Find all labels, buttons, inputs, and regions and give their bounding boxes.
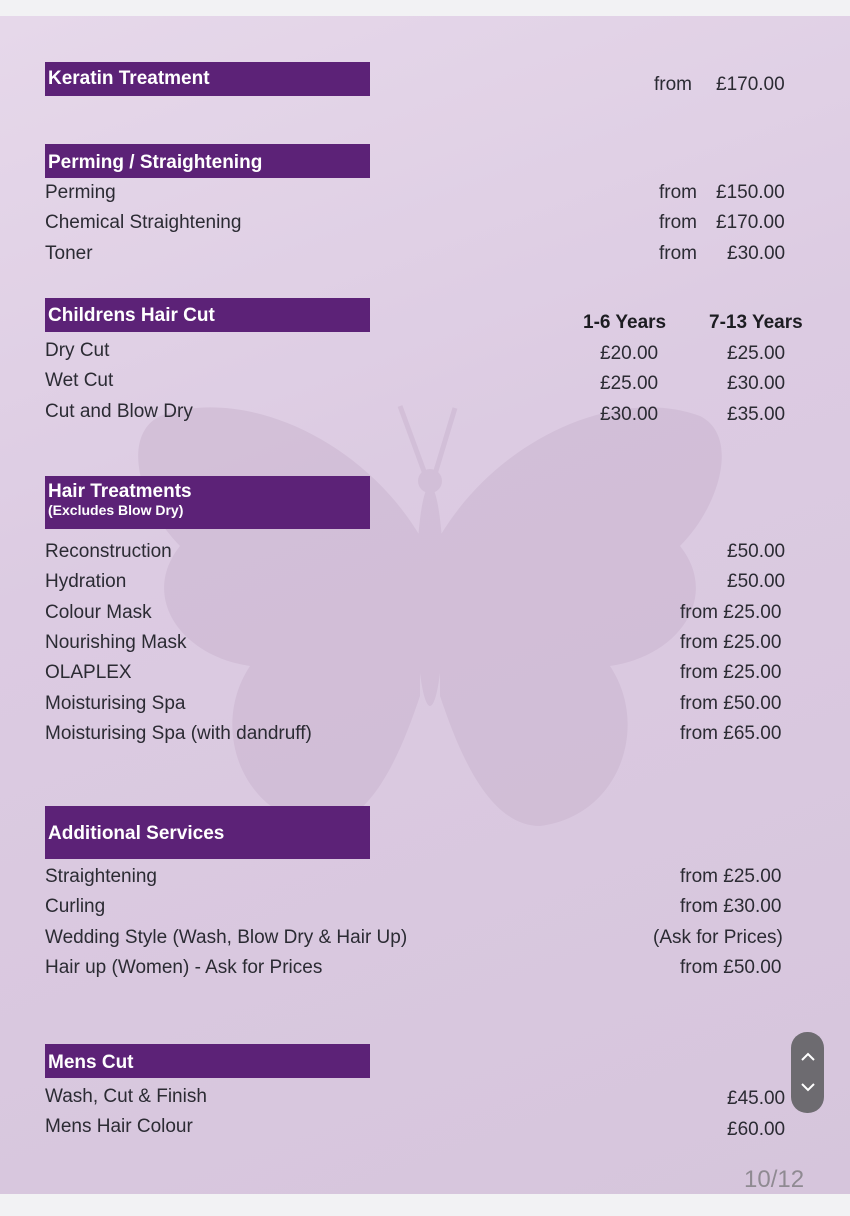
list-item: Nourishing Mask bbox=[45, 632, 187, 653]
list-item: Moisturising Spa (with dandruff) bbox=[45, 723, 312, 744]
section-header-additional: Additional Services bbox=[45, 806, 370, 859]
butterfly-watermark-icon bbox=[120, 396, 740, 856]
price-7-13: £25.00 bbox=[727, 343, 786, 364]
list-item: Straightening bbox=[45, 866, 157, 887]
list-item: Toner bbox=[45, 243, 93, 264]
price-value: from £25.00 bbox=[680, 866, 782, 887]
keratin-price: £170.00 bbox=[716, 74, 785, 95]
price-value: from £65.00 bbox=[680, 723, 782, 744]
list-item: Wet Cut bbox=[45, 370, 114, 391]
keratin-from: from bbox=[654, 74, 692, 95]
price-value: from £25.00 bbox=[680, 602, 782, 623]
price-value: £150.00 bbox=[716, 182, 785, 203]
chevron-down-icon[interactable] bbox=[791, 1080, 824, 1096]
price-value: £50.00 bbox=[727, 541, 786, 562]
price-1-6: £30.00 bbox=[600, 404, 659, 425]
price-7-13: £30.00 bbox=[727, 373, 786, 394]
price-7-13: £35.00 bbox=[727, 404, 786, 425]
price-value: £30.00 bbox=[727, 243, 786, 264]
list-item: Curling bbox=[45, 896, 106, 917]
price-value: from £25.00 bbox=[680, 662, 782, 683]
list-item: Colour Mask bbox=[45, 602, 152, 623]
page-number: 10/12 bbox=[744, 1166, 805, 1193]
list-item: Hair up (Women) - Ask for Prices bbox=[45, 957, 323, 978]
price-1-6: £20.00 bbox=[600, 343, 659, 364]
price-value: £60.00 bbox=[727, 1119, 786, 1140]
price-value: from £30.00 bbox=[680, 896, 782, 917]
list-item: Dry Cut bbox=[45, 340, 110, 361]
price-value: £50.00 bbox=[727, 571, 786, 592]
list-item: Wedding Style (Wash, Blow Dry & Hair Up) bbox=[45, 927, 408, 948]
column-header-7-13-years: 7-13 Years bbox=[709, 312, 803, 333]
list-item: Chemical Straightening bbox=[45, 212, 242, 233]
list-item: Wash, Cut & Finish bbox=[45, 1086, 207, 1107]
list-item: Reconstruction bbox=[45, 541, 172, 562]
page-scroll-control bbox=[791, 1032, 824, 1113]
list-item: Cut and Blow Dry bbox=[45, 401, 193, 422]
price-from: from bbox=[659, 182, 697, 203]
list-item: Perming bbox=[45, 182, 116, 203]
price-value: £45.00 bbox=[727, 1088, 786, 1109]
section-header-childrens: Childrens Hair Cut bbox=[45, 298, 370, 332]
price-value: from £50.00 bbox=[680, 693, 782, 714]
section-header-treatments: Hair Treatments (Excludes Blow Dry) bbox=[45, 476, 370, 529]
price-value: £170.00 bbox=[716, 212, 785, 233]
list-item: Hydration bbox=[45, 571, 127, 592]
list-item: OLAPLEX bbox=[45, 662, 132, 683]
price-value: from £50.00 bbox=[680, 957, 782, 978]
price-from: from bbox=[659, 243, 697, 264]
price-value: (Ask for Prices) bbox=[653, 927, 783, 948]
section-header-perming: Perming / Straightening bbox=[45, 144, 370, 178]
section-header-mens: Mens Cut bbox=[45, 1044, 370, 1078]
chevron-up-icon[interactable] bbox=[791, 1049, 824, 1065]
list-item: Mens Hair Colour bbox=[45, 1116, 193, 1137]
price-1-6: £25.00 bbox=[600, 373, 659, 394]
document-page bbox=[0, 16, 850, 1194]
list-item: Moisturising Spa bbox=[45, 693, 186, 714]
column-header-1-6-years: 1-6 Years bbox=[583, 312, 667, 333]
section-subtitle: (Excludes Blow Dry) bbox=[48, 502, 184, 518]
section-header-keratin: Keratin Treatment bbox=[45, 62, 370, 96]
price-value: from £25.00 bbox=[680, 632, 782, 653]
price-from: from bbox=[659, 212, 697, 233]
